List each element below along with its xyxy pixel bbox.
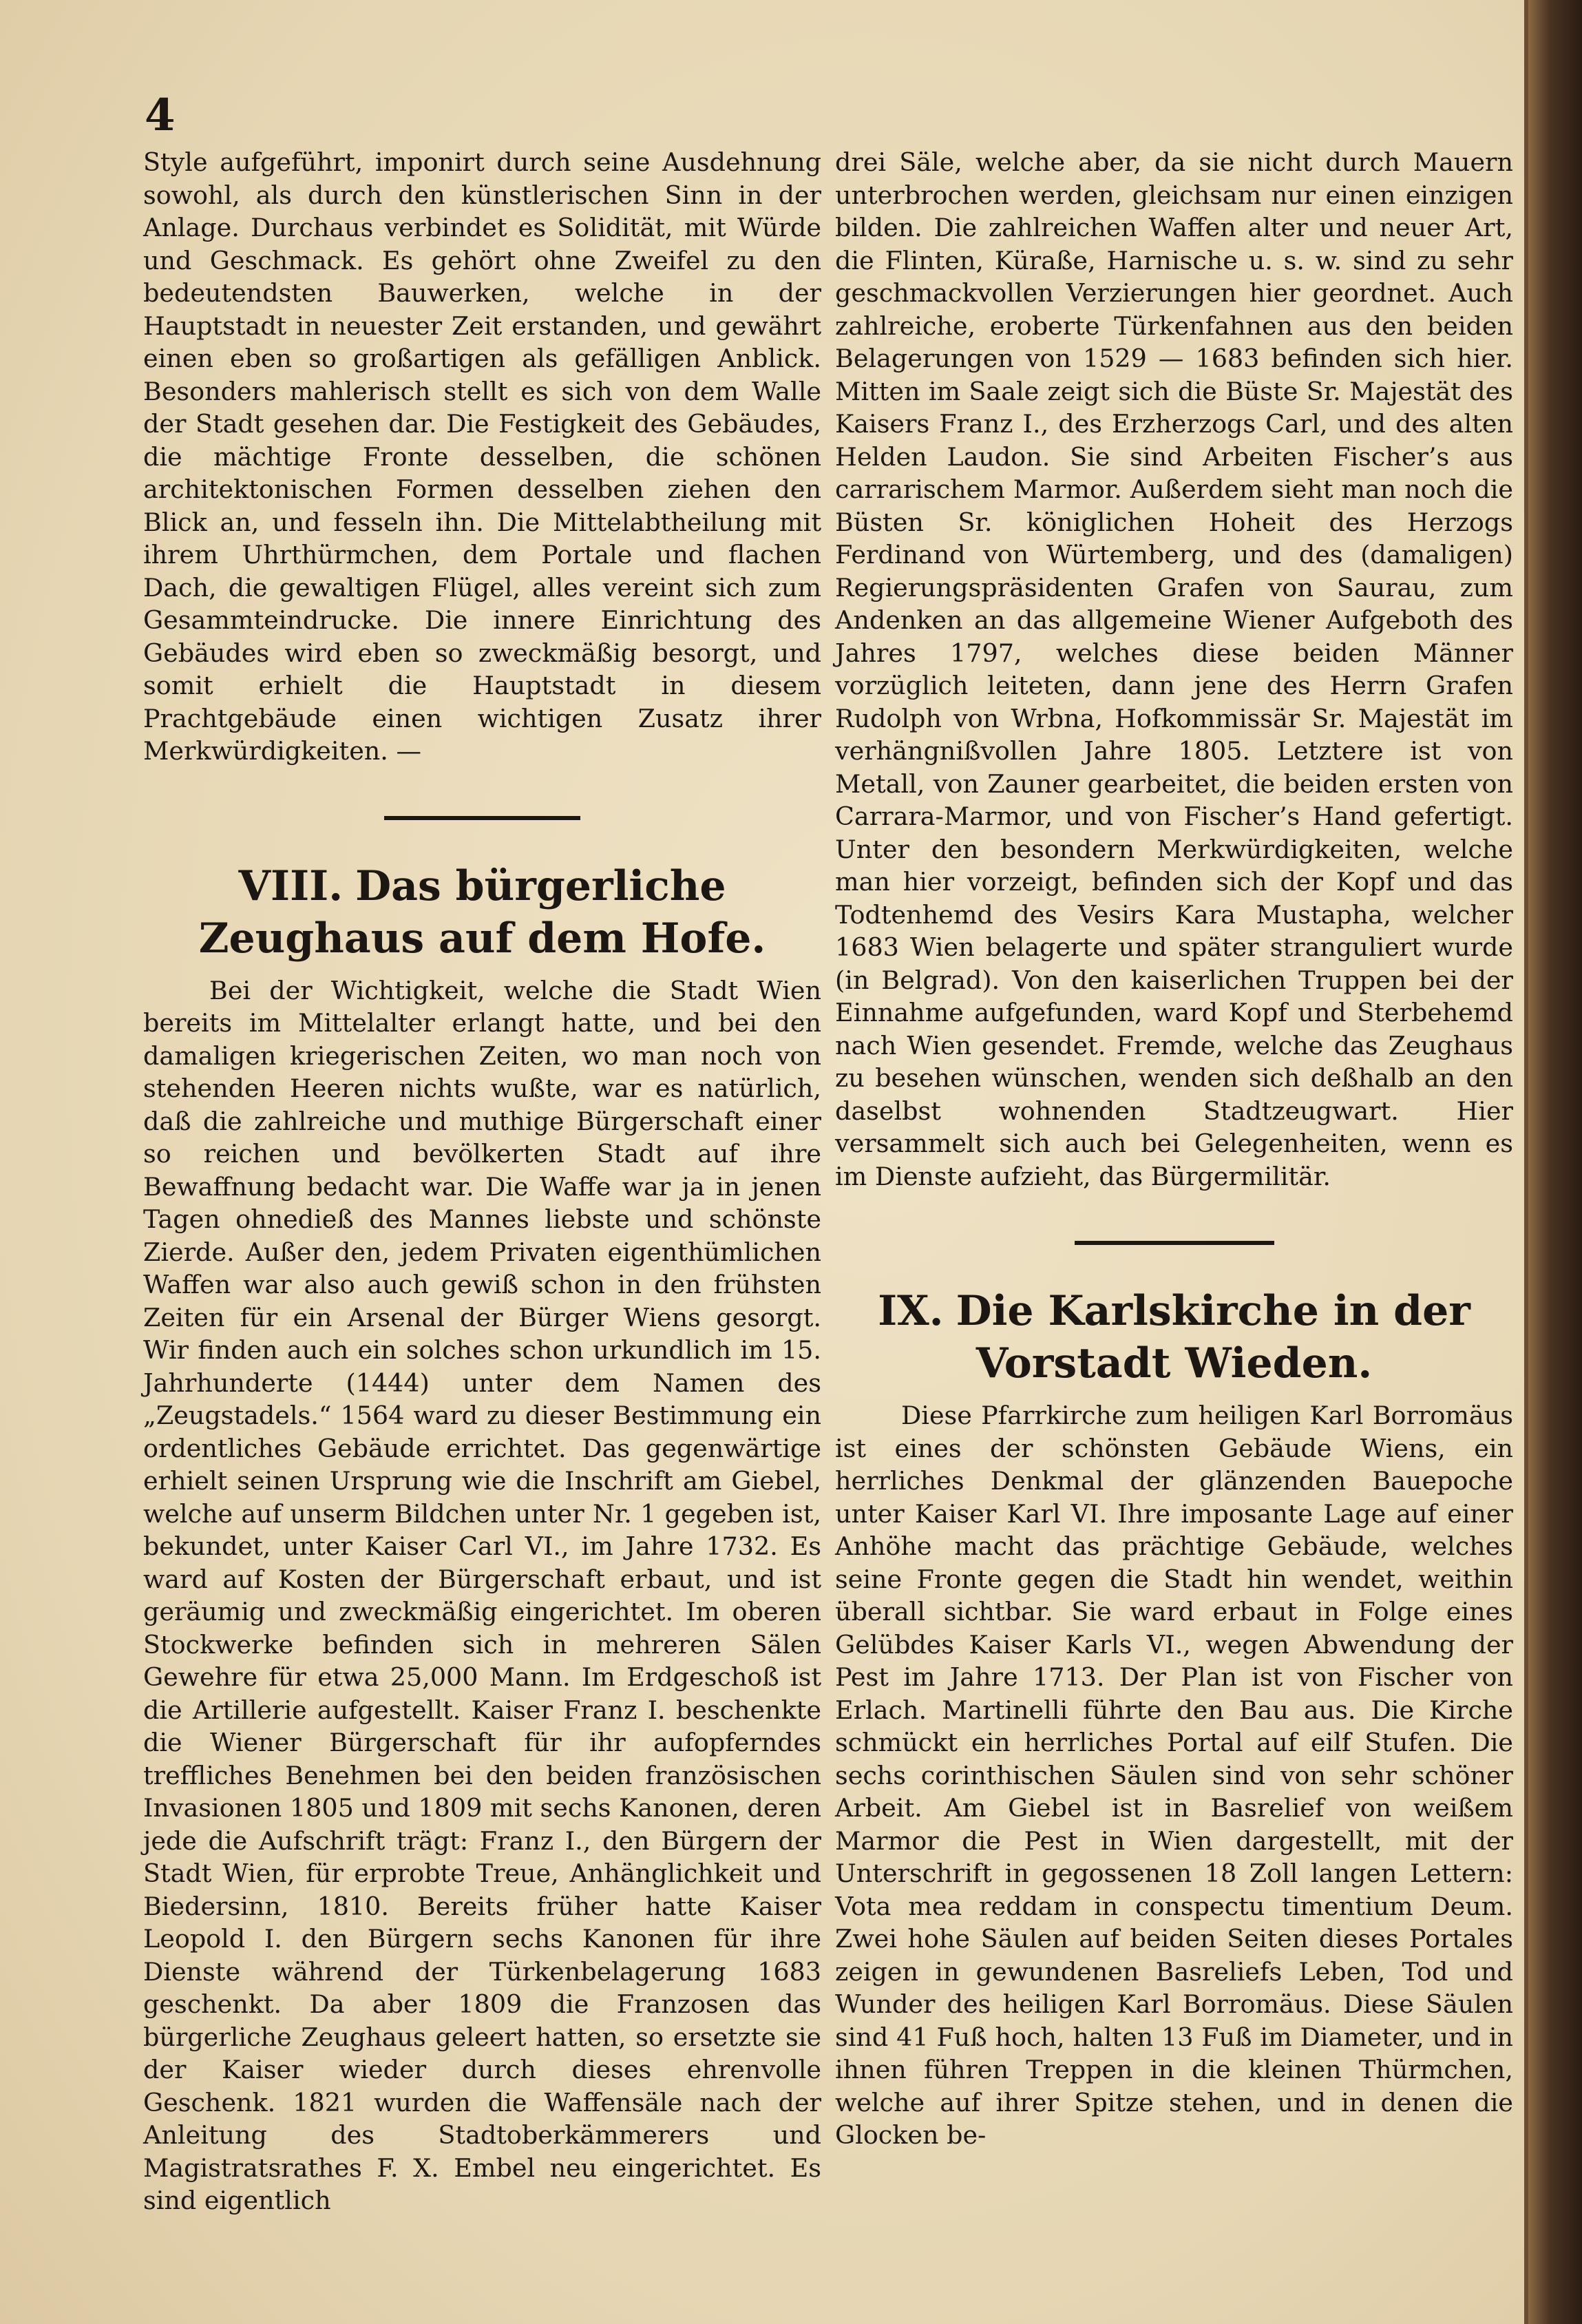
paragraph-zeughaus: Bei der Wichtigkeit, welche die Stadt Wien bereits im Mittelalter erlangt hatte, und bei den damaligen kriegerischen Zeiten, wo man noch von stehenden Heeren nichts wußte, war es natürlich, daß die zahlreiche und muthige Bürgerschaft einer so reichen und bevölkerten Stadt auf ihre Bewaffnung bedacht war. Die Waffe war ja in jenen Tagen ohnedieß des Mannes liebste und schönste Zierde. Außer den, jedem Privaten eigenthümlichen Waffen war also auch gewiß schon in den frühsten Zeiten für ein Arsenal der Bürger Wiens gesorgt. Wir finden auch ein solches schon urkundlich im 15. Jahrhunderte (1444) unter dem Namen des „Zeugstadels.“ 1564 ward zu dieser Bestimmung ein ordentliches Gebäude errichtet. Das gegenwärtige erhielt seinen Ursprung wie die Inschrift am Giebel, welche auf unserm Bildchen unter Nr. 1 gegeben ist, bekundet, unter Kaiser Carl VI., im Jahre 1732. Es ward auf Kosten der Bürgerschaft erbaut, und ist geräumig und zweckmäßig eingerichtet. Im oberen Stockwerke befinden sich in mehreren Sälen Gewehre für etwa 25,000 Mann. Im Erdgeschoß ist die Artillerie aufgestellt. Kaiser Franz I. beschenkte die Wiener Bürgerschaft für ihr aufopferndes treffliches Benehmen bei den beiden französischen Invasionen 1805 und 1809 mit sechs Kanonen, deren jede die Aufschrift trägt: Franz I., den Bürgern der Stadt Wien, für erprobte Treue, Anhänglichkeit und Biedersinn, 1810. Bereits früher hatte Kaiser Leopold I. den Bürgern sechs Kanonen für ihre Dienste während der Türkenbelagerung 1683 geschenkt. Da aber 1809 die Franzosen das bürgerliche Zeughaus geleert hatten, so ersetzte sie der Kaiser wieder durch dieses ehrenvolle Geschenk. 1821 wurden die Waffensäle nach der Anleitung des Stadtoberkämmerers und Magistratsrathes F. X. Embel neu eingerichtet. Es sind eigentlich <box>143 975 821 2215</box>
left-column <box>143 146 821 2217</box>
section-divider <box>384 816 580 820</box>
section-title: Die Karlskirche in der Vorstadt Wieden. <box>956 1287 1470 1388</box>
section-number: IX. <box>878 1287 944 1335</box>
section-divider <box>1075 1241 1274 1245</box>
section-heading-viii <box>143 860 821 965</box>
section-number: VIII. <box>238 861 344 910</box>
right-column <box>835 146 1513 2152</box>
paragraph-karlskirche: Diese Pfarrkirche zum heiligen Karl Borromäus ist eines der schönsten Gebäude Wiens, ein herrliches Denkmal der glänzenden Bauepoche unter Kaiser Karl VI. Ihre imposante Lage auf einer Anhöhe macht das prächtige Gebäude, welches seine Fronte gegen die Stadt hin wendet, weithin überall sichtbar. Sie ward erbaut in Folge eines Gelübdes Kaiser Karls VI., wegen Abwendung der Pest im Jahre 1713. Der Plan ist von Fischer von Erlach. Martinelli führte den Bau aus. Die Kirche schmückt ein herrliches Portal auf eilf Stufen. Die sechs corinthischen Säulen sind von sehr schöner Arbeit. Am Giebel ist in Basrelief von weißem Marmor die Pest in Wien dargestellt, mit der Unterschrift in gegossenen 18 Zoll langen Lettern: Vota mea reddam in conspectu timentium Deum. Zwei hohe Säulen auf beiden Seiten dieses Portales zeigen in gewundenen Basreliefs Leben, Tod und Wunder des heiligen Karl Borromäus. Diese Säulen sind 41 Fuß hoch, halten 13 Fuß im Diameter, und in ihnen führen Treppen in die kleinen Thürmchen, welche auf ihrer Spitze stehen, und in denen die Glocken be- <box>835 1401 1513 2150</box>
section-title: Das bürgerliche Zeughaus auf dem Hofe. <box>198 861 766 963</box>
paragraph-zeughaus-continued: drei Säle, welche aber, da sie nicht durch Mauern unterbrochen werden, gleichsam nur einen einzigen bilden. Die zahlreichen Waffen alter und neuer Art, die Flinten, Küraße, Harnische u. s. w. sind zu sehr geschmackvollen Verzierungen hier geordnet. Auch zahlreiche, eroberte Türkenfahnen aus den beiden Belagerungen von 1529 — 1683 befinden sich hier. Mitten im Saale zeigt sich die Büste Sr. Majestät des Kaisers Franz I., des Erzherzogs Carl, und des alten Helden Laudon. Sie sind Arbeiten Fischer’s aus carrarischem Marmor. Außerdem sieht man noch die Büsten Sr. königlichen Hoheit des Herzogs Ferdinand von Würtemberg, und des (damaligen) Regierungspräsidenten Grafen von Saurau, zum Andenken an das allgemeine Wiener Aufgeboth des Jahres 1797, welches diese beiden Männer vorzüglich leiteten, dann jene des Herrn Grafen Rudolph von Wrbna, Hofkommissär Sr. Majestät im verhängnißvollen Jahre 1805. Letztere ist von Metall, von Zauner gearbeitet, die beiden ersten von Carrara-Marmor, und von Fischer’s Hand gefertigt. Unter den besondern Merkwürdigkeiten, welche man hier vorzeigt, befinden sich der Kopf und das Todtenhemd des Vesirs Kara Mustapha, welcher 1683 Wien belagerte und später stranguliert wurde (in Belgrad). Von den kaiserlichen Truppen bei der Einnahme aufgefunden, ward Kopf und Sterbehemd nach Wien gesendet. Fremde, welche das Zeughaus zu besehen wünschen, wenden sich deßhalb an den daselbst wohnenden Stadtzeugwart. Hier versammelt sich auch bei Gelegenheiten, wenn es im Dienste aufzieht, das Bürgermilitär. <box>835 147 1513 1191</box>
page-number: 4 <box>145 90 176 141</box>
section-heading-ix <box>835 1285 1513 1390</box>
book-binding <box>1528 0 1582 2324</box>
paragraph-continuation: Style aufgeführt, imponirt durch seine Ausdehnung sowohl, als durch den künstlerischen Sinn in der Anlage. Durchaus verbindet es Solidität, mit Würde und Geschmack. Es gehört ohne Zweifel zu den bedeutendsten Bauwerken, welche in der Hauptstadt in neuester Zeit erstanden, und gewährt einen eben so großartigen als gefälligen Anblick. Besonders mahlerisch stellt es sich von dem Walle der Stadt gesehen dar. Die Festigkeit des Gebäudes, die mächtige Fronte desselben, die schönen architektonischen Formen desselben ziehen den Blick an, und fesseln ihn. Die Mittelabtheilung mit ihrem Uhrthürmchen, dem Portale und flachen Dach, die gewaltigen Flügel, alles vereint sich zum Gesammteindrucke. Die innere Einrichtung des Gebäudes wird eben so zweckmäßig besorgt, und somit erhielt die Hauptstadt in diesem Prachtgebäude einen wichtigen Zusatz ihrer Merkwürdigkeiten. — <box>143 147 821 766</box>
